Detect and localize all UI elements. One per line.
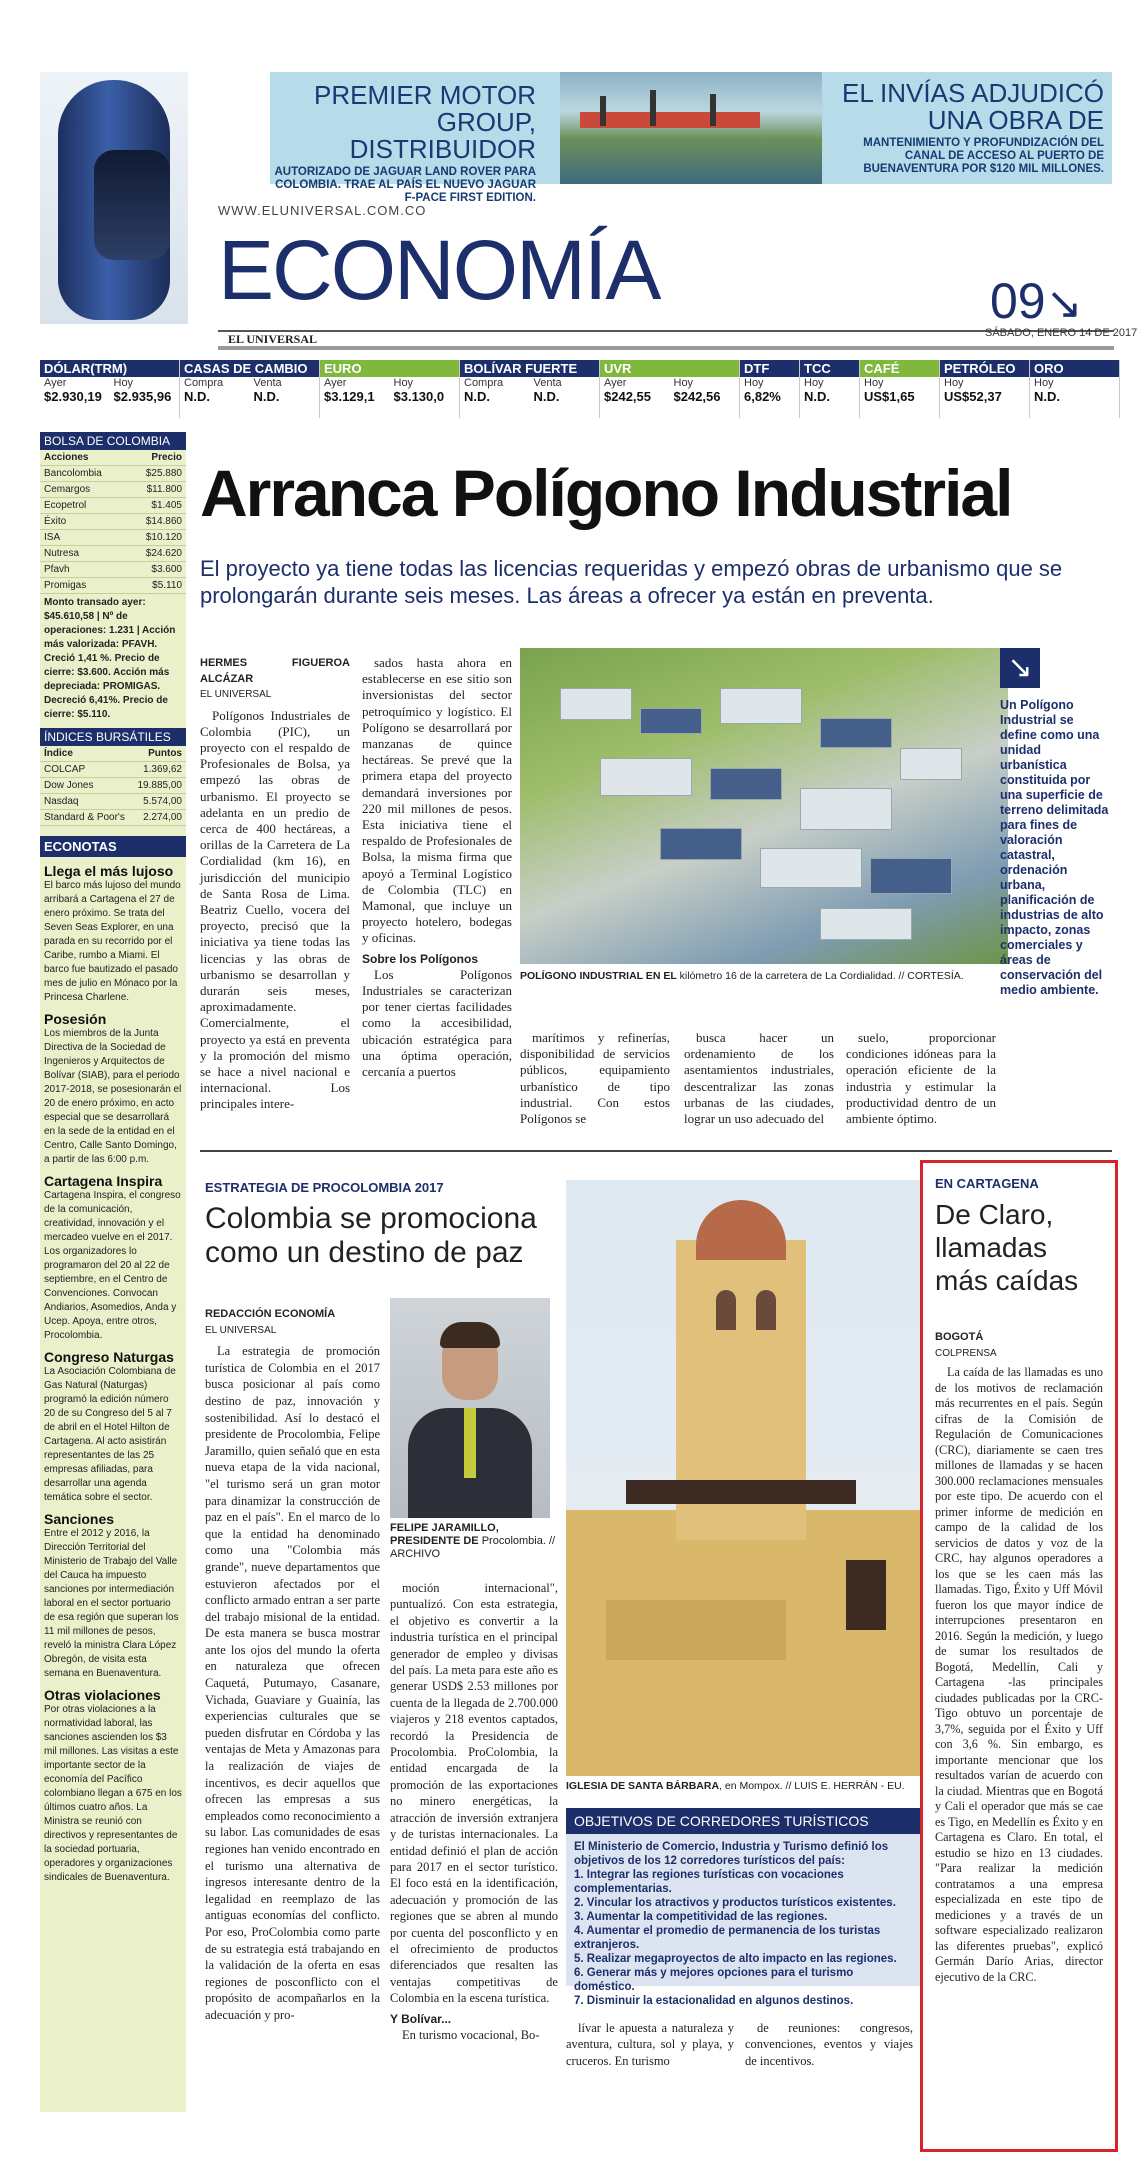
table-row (40, 546, 186, 562)
lead-headline[interactable]: Arranca Polígono Industrial (200, 456, 1012, 530)
indicator-value: N.D. (533, 389, 560, 404)
article-text: La caída de las llamadas es uno de los motivos de reclamación más recurrentes en el país. Según cifras de la Comisión de Regulación de Comunicaciones (CRC), diariamente se caen tres millones de llamadas y se hacen 300.000 reclamaciones mensuales por este tipo. De acuerdo con el primer informe de medición en campo de la calidad de los servicios de datos y voz de la CRC, hay algunos operadores a los que se les caen más las llamadas. Tigo, Éxito y Uff Móvil fueron los que mayor índice de interrupciones presentaron en 2016. Según la medición, y luego de sumar los resultados de Bogotá, Medellín, Cali y Cartagena -las principales ciudades publicadas por la CRC- Tigo obtuvo un porcentaje de 3,7%, seguida por el Éxito y Uff con 3,6 %. Sin embargo, es importante mencionar que los resultados varían de acuerdo con la ciudad. Mientras que en Bogotá y Cali el operador que más se cae es Tigo, en Medellín es Éxito y en Cartagena es Claro. En total, el estudio se hizo en 13 ciudades. "Para realizar la medición contratamos a una empresa especializada en este tipo de mediciones y a través de un software especializado realizaron las diferentes pruebas", explicó Germán Darío Arias, director ejecutivo de la CRC. (935, 1365, 1103, 1984)
indicator-labels (800, 377, 859, 389)
table-cell: Nutresa (44, 548, 80, 559)
article-text: lívar le apuesta a naturaleza y aventura, cultura, sol y playa, y cruceros. En turismo (566, 2021, 734, 2068)
indicator-labels (740, 377, 799, 389)
objectives-list (574, 1868, 914, 2008)
note-text: Los miembros de la Junta Directiva de la Sociedad de Ingenieros y Arquitectos de Bolívar (SIAB), para el periodo 2017-2018, se posesionarán el 20 de enero próximo, en acto especial que se desarrollará en la sede de la entidad en el Centro, Calle Santo Domingo, a partir de las 6:00 p.m. (44, 1028, 182, 1165)
table-cell: Bancolombia (44, 468, 102, 479)
indicator-labels (940, 377, 1029, 389)
table-row (40, 778, 186, 794)
procolombia-column-4 (745, 2020, 913, 2069)
table-row (40, 530, 186, 546)
article-text: moción internacional", puntualizó. Con esta estrategia, el objetivo es convertir a la industria turística en el principal generador de empleo y divisas del país. La meta para este año es generar USD$ 2.53 millones por cuenta de la llegada de 2.700.000 viajeros y 218 eventos captados, recordó la Presidencia de Procolombia. ProColombia, la entidad encargada de la promoción de las exportaciones no minero energéticas, la atracción de inversión extranjera y de turistas internacionales. La entidad definió el plan de acción para 2017 en el sector turístico. El foco está en la identificación, adecuación y promoción de las regiones que se abren al mundo por cuenta del posconflicto y en el ofrecimiento de productos diferenciados que resalten las ventajas competitivas de Colombia en la escena turística. (390, 1581, 558, 2006)
note-text: El barco más lujoso del mundo arribará a Cartagena el 27 de enero próximo. Se trata del Seven Seas Explorer, en una parada en su recorrido por el Caribe, rumbo a Miami. El barco fue bautizado el pasado mes de julio en Mónaco por la Princesa Charlene. (44, 880, 181, 1003)
article-text: busca hacer un ordenamiento de los asentamientos industriales, descentralizar las zonas urbanas de las ciudades, lograr un uso adecuado del (684, 1030, 834, 1127)
byline-org: COLPRENSA (935, 1347, 997, 1359)
arrow-down-right-icon: ↘ (1000, 648, 1040, 688)
indicator-label: Hoy (804, 377, 824, 389)
table-row (40, 794, 186, 810)
table-row (40, 482, 186, 498)
market-indicator (600, 360, 740, 418)
objectives-body (566, 1834, 922, 2007)
byline-org: EL UNIVERSAL (200, 689, 272, 701)
indicator-value: US$52,37 (944, 389, 1002, 404)
table-cell: $24.620 (145, 548, 182, 559)
teaser-title: EL INVÍAS ADJUDICÓ UNA OBRA DE (842, 78, 1104, 135)
procolombia-column-3 (566, 2020, 734, 2069)
procolombia-column-2 (390, 1580, 558, 2043)
indicator-values (600, 389, 739, 404)
teaser-title: PREMIER MOTOR GROUP, DISTRIBUIDOR (314, 80, 536, 164)
indicator-values (860, 389, 939, 404)
indicator-label: Hoy (864, 377, 884, 389)
byline: REDACCIÓN ECONOMÍA (205, 1308, 336, 1320)
indicator-value: $2.935,96 (113, 389, 172, 404)
byline: BOGOTÁ (935, 1331, 984, 1343)
table-cell: Nasdaq (44, 796, 79, 807)
port-photo (560, 72, 822, 184)
indicator-value: $242,56 (673, 389, 721, 404)
indicator-value: 6,82% (744, 389, 781, 404)
market-indicator (940, 360, 1030, 418)
market-indicator (460, 360, 600, 418)
market-indicator (740, 360, 800, 418)
indicator-value: N.D. (184, 389, 210, 404)
table-cell: Cemargos (44, 484, 91, 495)
industrial-park-photo (520, 648, 1008, 964)
indicator-label: Compra (184, 377, 224, 389)
bolsa-header (40, 450, 186, 466)
market-indicator (40, 360, 180, 418)
definition-callout (1000, 648, 1110, 998)
teaser-text: AUTORIZADO DE JAGUAR LAND ROVER PARA COLOMBIA. TRAE AL PAÍS EL NUEVO JAGUAR F-PACE FIRST EDITION. (274, 166, 536, 204)
indicator-labels (1030, 377, 1119, 389)
list-item: 4. Aumentar el promedio de permanencia de los turistas extranjeros. (574, 1925, 881, 1951)
note-heading: Cartagena Inspira (44, 1173, 163, 1189)
indicator-values (320, 389, 459, 404)
indicator-labels (460, 377, 599, 389)
table-cell: Dow Jones (44, 780, 94, 791)
indicator-label: Hoy (744, 377, 764, 389)
table-row (40, 810, 186, 826)
objectives-intro: El Ministerio de Comercio, Industria y Turismo definió los objetivos de los 12 corredores turísticos del país: (574, 1841, 889, 1867)
site-url[interactable]: WWW.ELUNIVERSAL.COM.CO (218, 203, 427, 218)
indicator-value: $3.129,1 (324, 389, 375, 404)
table-cell: 1.369,62 (143, 764, 182, 775)
indicator-name: CAFÉ (860, 360, 939, 377)
table-cell: $25.880 (145, 468, 182, 479)
table-cell: $10.120 (145, 532, 182, 543)
indicator-value: N.D. (253, 389, 280, 404)
note-text: La Asociación Colombiana de Gas Natural (Naturgas) programó la edición número 20 de su Congreso del 5 al 7 de abril en el Hotel Hilton de Cartagena. Al acto asistirán representantes de las 25 empresas afiliadas, para desarrollar una agenda temática sobre el sector. (44, 1366, 176, 1503)
indices-title: ÍNDICES BURSÁTILES (40, 728, 186, 746)
market-indicators (40, 360, 1120, 420)
indicator-values (940, 389, 1029, 404)
indicator-label: Venta (533, 377, 562, 389)
col-header: Acciones (44, 452, 89, 463)
story-kicker: ESTRATEGIA DE PROCOLOMBIA 2017 (205, 1180, 444, 1195)
market-indicator (1030, 360, 1120, 418)
article-text: sados hasta ahora en establecerse en ese sitio son inversionistas del sector petroquímico y logístico. El Polígono se desarrollará por manzanas de quince hectáreas. Se prevé que la primera etapa del proyecto demandará inversiones por 220 mil millones de pesos. Esta iniciativa tiene el respaldo de Profesionales de Bolsa, la misma firma que apoyó a Terminal Logístico de Colombia (TLC) en Mamonal, que incluye un proyecto hotelero, bodegas y oficinas. (362, 655, 512, 946)
arrow-down-right-icon: ↘ (1045, 279, 1083, 328)
lead-column-5 (846, 1030, 996, 1127)
article-text: suelo, proporcionar condiciones idóneas para la operación eficiente de la industria y estimular la productividad dentro de un ambiente óptimo. (846, 1030, 996, 1127)
portrait-photo (390, 1298, 550, 1518)
table-cell: $1.405 (151, 500, 182, 511)
market-indicator (860, 360, 940, 418)
indicator-labels (180, 377, 319, 389)
indicator-value: N.D. (804, 389, 830, 404)
col-header: Índice (44, 748, 73, 759)
table-cell: 5.574,00 (143, 796, 182, 807)
article-text: La estrategia de promoción turística de Colombia en el 2017 busca posicionar al país como destino de paz, innovación y sostenibilidad. Así lo destacó el presidente de Procolombia, Felipe Jaramillo, quien señaló que en esta nueva etapa de la vida nacional, "el turismo será un gran motor para dinamizar la construcción de paz en el país". En el marco de lo que la entidad ha denominado como una "Colombia más grande", nueve departamentos que estuvieron afectados por el conflicto armado entran a ser parte del trabajo misional de la entidad. De esta manera se busca mostrar ante los ojos del mundo la oferta en naturaleza que ofrecen Caquetá, Putumayo, Casanare, Vichada, Guaviare y Guainía, las experiencias culturales que se pueden disfrutar en Córdoba y las ventajas de Meta y Amazonas para la realización de viajes de incentivos, es decir aquellos que ofrecen las empresas a sus empleados como reconocimiento a su labor. Las comunidades de esas regiones han venido encontrado en el turismo una alternativa de ingresos interesante dentro de la legalidad en reemplazo de las antiguas economías del conflicto. Por eso, ProColombia como parte de su estrategia está trabajando en la validación de la oferta en esas regiones de posconflicto con el propósito de acompañarlos en la adecuación y pro- (205, 1344, 380, 2022)
story-headline[interactable]: De Claro, llamadas más caídas (935, 1199, 1079, 1296)
indicator-label: Ayer (604, 377, 627, 389)
table-cell: COLCAP (44, 764, 86, 775)
table-cell: Éxito (44, 516, 67, 527)
list-item: 6. Generar más y mejores opciones para el turismo doméstico. (574, 1967, 854, 1993)
objectives-box (566, 1808, 922, 2008)
church-caption (566, 1780, 905, 1792)
lead-column-4 (684, 1030, 834, 1127)
article-text: Polígonos Industriales de Colombia (PIC), un proyecto con el respaldo de Profesionales de Bolsa, ya empezó las obras de urbanismo. El proyecto se adelanta en un predio de cerca de 400 hectáreas, a orillas de la Carretera de La Cordialidad (km 16), en jurisdicción del municipio de Santa Rosa de Lima. Beatriz Cuello, vocera del proyecto, precisó que la iniciativa ya tiene todas las licencias y las obras de urbanismo se desarrollan y durarán seis meses, aproximadamente. Comercialmente, el proyecto ya está en preventa y la promoción del mismo se hace a nivel nacional e internacional. Los principales intere- (200, 707, 350, 1112)
note-heading: Otras violaciones (44, 1687, 161, 1703)
story-headline[interactable]: Colombia se promociona como un destino de paz (205, 1202, 537, 1269)
indicator-values (40, 389, 179, 404)
list-item: 3. Aumentar la competitividad de las regiones. (574, 1911, 828, 1923)
market-indicator (180, 360, 320, 418)
indicator-name: PETRÓLEO (940, 360, 1029, 377)
indicator-value: N.D. (464, 389, 490, 404)
econotas-title: ECONOTAS (40, 836, 186, 857)
table-cell: $3.600 (151, 564, 182, 575)
indicator-label: Hoy (673, 377, 694, 389)
indicator-labels (320, 377, 459, 389)
indicator-label: Compra (464, 377, 504, 389)
note-heading: Posesión (44, 1011, 107, 1027)
note-heading: Congreso Naturgas (44, 1349, 174, 1365)
caption-text: kilómetro 16 de la carretera de La Cordialidad. // CORTESÍA. (679, 970, 964, 982)
market-indicator (320, 360, 460, 418)
caption-text: Procolombia. // ARCHIVO (390, 1535, 556, 1560)
indicator-name: BOLÍVAR FUERTE (460, 360, 599, 377)
col-header: Precio (151, 452, 182, 463)
col-header: Puntos (148, 748, 182, 759)
teaser-premier-motor[interactable] (270, 72, 560, 204)
bolsa-table (40, 466, 186, 594)
table-row (40, 762, 186, 778)
indicator-value: N.D. (1034, 389, 1060, 404)
lead-column-2 (362, 655, 512, 1080)
table-cell: ISA (44, 532, 61, 543)
car-illustration (58, 80, 170, 320)
indicator-name: DÓLAR(TRM) (40, 360, 179, 377)
table-cell: Pfavh (44, 564, 70, 575)
page-number (990, 272, 1083, 330)
church-photo (566, 1180, 922, 1776)
caption-lead: POLÍGONO INDUSTRIAL EN EL (520, 970, 677, 982)
caption-lead: FELIPE JARAMILLO, PRESIDENTE DE (390, 1522, 499, 1547)
caption-text: , en Mompox. // LUIS E. HERRÁN - EU. (719, 1780, 905, 1792)
teaser-invias[interactable] (822, 72, 1112, 184)
lead-column-1 (200, 655, 350, 1113)
subhead: Y Bolívar... (390, 2011, 452, 2026)
indicator-values (800, 389, 859, 404)
note-heading: Sanciones (44, 1511, 115, 1527)
indicator-value: $3.130,0 (393, 389, 445, 404)
indicator-name: UVR (600, 360, 739, 377)
brand-bar (218, 330, 1114, 350)
table-cell: Standard & Poor's (44, 812, 125, 823)
indicator-label: Ayer (44, 377, 67, 389)
indicator-name: DTF (740, 360, 799, 377)
indicator-values (1030, 389, 1119, 404)
byline: HERMES FIGUEROA ALCÁZAR (200, 657, 350, 686)
list-item: 7. Disminuir la estacionalidad en algunos destinos. (574, 1995, 854, 2007)
bolsa-title: BOLSA DE COLOMBIA (40, 432, 186, 450)
table-row (40, 498, 186, 514)
table-cell: $5.110 (152, 580, 182, 591)
table-row (40, 578, 186, 594)
indicator-values (740, 389, 799, 404)
table-row (40, 562, 186, 578)
article-text: Los Polígonos Industriales se caracterizan por tener ciertas facilidades como la accesibilidad, ubicación estratégica para una óptima operación, cercanía a puertos (362, 966, 512, 1080)
indicator-name: EURO (320, 360, 459, 377)
table-row (40, 466, 186, 482)
bolsa-notes: Monto transado ayer: $45.610,58 | Nº de operaciones: 1.231 | Acción más valorizada: PFAVH. Creció 1,41 %. Precio de cierre: $3.600. Acción más depreciada: PROMIGAS. Decreció 6,41%. Precio de cierre: $5.110. (44, 597, 176, 720)
lead-deck: El proyecto ya tiene todas las licencias requeridas y empezó obras de urbanismo que se prolongarán durante seis meses. Las áreas a ofrecer ya están en preventa. (200, 556, 1063, 608)
note-text: Cartagena Inspira, el congreso de la comunicación, creatividad, innovación y el mercadeo vuelve en el 2017. Los organizadores lo programaron del 20 al 22 de septiembre, en el Centro de Convenciones. Convocan Andiarios, Asomedios, Anda y Ucep. Apoya, entre otros, Procolombia. (44, 1190, 181, 1341)
lead-column-3 (520, 1030, 670, 1127)
indicator-label: Hoy (1034, 377, 1054, 389)
list-item: 1. Integrar las regiones turísticas con vocaciones complementarias. (574, 1869, 844, 1895)
section-title: ECONOMÍA (218, 223, 660, 317)
table-cell: $14.860 (145, 516, 182, 527)
indicator-label: Venta (253, 377, 282, 389)
table-cell: 19.885,00 (137, 780, 182, 791)
note-text: Entre el 2012 y 2016, la Dirección Territorial del Ministerio de Trabajo del Valle del Cauca ha impuesto sanciones por intermediación laboral en el sector portuario de esa región que superan los 11 mil millones de pesos, reveló la ministra Clara López Obregón, de visita esta semana en Buenaventura. (44, 1528, 179, 1679)
indicator-label: Hoy (113, 377, 134, 389)
article-text: de reuniones: congresos, convenciones, eventos y viajes de incentivos. (745, 2021, 913, 2068)
indicator-label: Hoy (393, 377, 414, 389)
indicator-labels (40, 377, 179, 389)
article-text: marítimos y refinerías, disponibilidad de servicios públicos, equipamiento urbanístico de tipo industrial. Con estos Polígonos se (520, 1030, 670, 1127)
market-indicator (800, 360, 860, 418)
newspaper-brand: EL UNIVERSAL (228, 332, 318, 346)
list-item: 2. Vincular los atractivos y productos turísticos existentes. (574, 1897, 896, 1909)
table-cell: Ecopetrol (44, 500, 87, 511)
caption-lead: IGLESIA DE SANTA BÁRBARA (566, 1780, 720, 1792)
indicator-labels (860, 377, 939, 389)
teaser-text: MANTENIMIENTO Y PROFUNDIZACIÓN DEL CANAL DE ACCESO AL PUERTO DE BUENAVENTURA POR $120 MIL MILLONES. (863, 137, 1104, 175)
indicator-name: TCC (800, 360, 859, 377)
table-cell: 2.274,00 (143, 812, 182, 823)
page-number-text: 09 (990, 273, 1046, 329)
note-heading: Llega el más lujoso (44, 863, 174, 879)
indicator-values (180, 389, 319, 404)
sidebar (40, 432, 186, 2112)
indicator-name: ORO (1030, 360, 1119, 377)
indices-header (40, 746, 186, 762)
photo-caption (520, 970, 964, 982)
note-text: Por otras violaciones a la normatividad laboral, las sanciones ascienden los $3 mil millones. Las visitas a este importante sector de la economía del Pacífico colombiano llegan a 675 en los últimos cuatro años. La Ministra se reunió con directivos y representantes de la sociedad portuaria, operadores y organizaciones sindicales de Buenaventura. (44, 1704, 182, 1883)
car-ad-image (40, 72, 188, 324)
subhead: Sobre los Polígonos (362, 951, 479, 966)
procolombia-column-1 (205, 1306, 380, 2024)
objectives-title: OBJETIVOS DE CORREDORES TURÍSTICOS (566, 1808, 922, 1834)
indicator-values (460, 389, 599, 404)
econotas-list (40, 857, 186, 1885)
table-cell: Promigas (44, 580, 87, 591)
indicator-label: Hoy (944, 377, 964, 389)
indicator-value: $2.930,19 (44, 389, 102, 404)
indicator-value: $242,55 (604, 389, 651, 404)
list-item: 5. Realizar megaproyectos de alto impacto en las regiones. (574, 1953, 897, 1965)
article-text: En turismo vocacional, Bo- (402, 2027, 540, 2042)
story-kicker: EN CARTAGENA (935, 1176, 1039, 1191)
issue-date: SÁBADO, ENERO 14 DE 2017 (985, 327, 1138, 339)
claro-column (935, 1330, 1103, 1985)
byline-org: EL UNIVERSAL (205, 1324, 277, 1336)
indicator-labels (600, 377, 739, 389)
indicator-label: Ayer (324, 377, 347, 389)
table-cell: $11.800 (146, 484, 182, 495)
section-divider (200, 1150, 1112, 1152)
indicator-value: US$1,65 (864, 389, 915, 404)
portrait-caption (390, 1522, 560, 1561)
indicator-name: CASAS DE CAMBIO (180, 360, 319, 377)
table-row (40, 514, 186, 530)
indices-table (40, 762, 186, 826)
callout-text: Un Polígono Industrial se define como una unidad urbanística constituida por una superficie de terreno delimitada para fines de valoración catastral, ordenación urbana, planificación de industrias de alto impacto, zonas comerciales y áreas de conservación del medio ambiente. (1000, 698, 1109, 997)
